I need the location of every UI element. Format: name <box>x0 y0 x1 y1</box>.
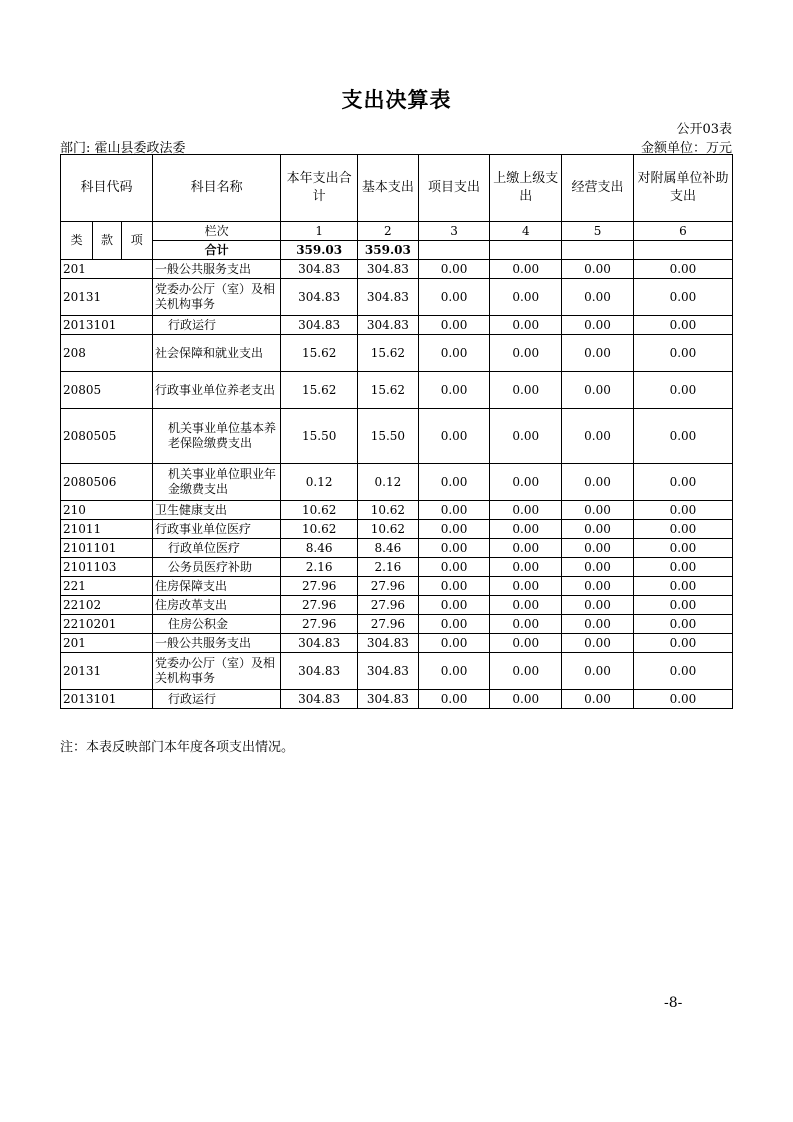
row-name: 行政运行 <box>152 316 280 335</box>
row-operating: 0.00 <box>562 501 634 520</box>
header-xiang: 项 <box>121 222 152 260</box>
row-project: 0.00 <box>418 316 490 335</box>
col-number-2: 2 <box>358 222 419 241</box>
row-basic: 304.83 <box>358 690 419 709</box>
row-remit: 0.00 <box>490 372 562 409</box>
row-total: 27.96 <box>281 596 358 615</box>
col-number-1: 1 <box>281 222 358 241</box>
row-code: 201 <box>61 260 153 279</box>
header-kuan: 款 <box>93 222 121 260</box>
row-project: 0.00 <box>418 260 490 279</box>
row-subsidy: 0.00 <box>633 372 732 409</box>
row-remit: 0.00 <box>490 558 562 577</box>
row-project: 0.00 <box>418 520 490 539</box>
page-number: -8- <box>664 995 683 1011</box>
row-basic: 8.46 <box>358 539 419 558</box>
table-header-row <box>61 155 733 222</box>
row-project: 0.00 <box>418 539 490 558</box>
row-subsidy: 0.00 <box>633 558 732 577</box>
table-row <box>61 409 733 464</box>
row-basic: 304.83 <box>358 260 419 279</box>
table-row <box>61 279 733 316</box>
header-lanci: 栏次 <box>152 222 280 241</box>
row-operating: 0.00 <box>562 372 634 409</box>
row-operating: 0.00 <box>562 690 634 709</box>
row-basic: 10.62 <box>358 520 419 539</box>
row-total: 304.83 <box>281 279 358 316</box>
row-project: 0.00 <box>418 279 490 316</box>
row-operating: 0.00 <box>562 409 634 464</box>
row-basic: 304.83 <box>358 653 419 690</box>
row-total: 304.83 <box>281 653 358 690</box>
row-project: 0.00 <box>418 335 490 372</box>
row-remit: 0.00 <box>490 596 562 615</box>
row-total: 2.16 <box>281 558 358 577</box>
row-total: 10.62 <box>281 501 358 520</box>
row-code: 2013101 <box>61 316 153 335</box>
table-row <box>61 577 733 596</box>
table-row <box>61 615 733 634</box>
row-code: 208 <box>61 335 153 372</box>
row-operating: 0.00 <box>562 539 634 558</box>
table-number: 公开03表 <box>676 122 732 137</box>
row-total: 15.62 <box>281 372 358 409</box>
row-project: 0.00 <box>418 577 490 596</box>
row-subsidy: 0.00 <box>633 464 732 501</box>
row-total: 8.46 <box>281 539 358 558</box>
row-code: 201 <box>61 634 153 653</box>
row-subsidy: 0.00 <box>633 634 732 653</box>
row-subsidy: 0.00 <box>633 653 732 690</box>
col-number-3: 3 <box>418 222 490 241</box>
row-basic: 0.12 <box>358 464 419 501</box>
row-total: 27.96 <box>281 577 358 596</box>
row-remit: 0.00 <box>490 634 562 653</box>
row-code: 2101101 <box>61 539 153 558</box>
row-project: 0.00 <box>418 615 490 634</box>
expenditure-table <box>60 154 733 709</box>
col-number-6: 6 <box>633 222 732 241</box>
table-row <box>61 464 733 501</box>
row-name: 住房保障支出 <box>152 577 280 596</box>
row-subsidy: 0.00 <box>633 596 732 615</box>
table-note: 注：本表反映部门本年度各项支出情况。 <box>60 740 295 755</box>
table-row <box>61 520 733 539</box>
row-name: 行政事业单位养老支出 <box>152 372 280 409</box>
row-project: 0.00 <box>418 596 490 615</box>
row-operating: 0.00 <box>562 615 634 634</box>
header-col3: 项目支出 <box>418 155 490 222</box>
row-code: 2210201 <box>61 615 153 634</box>
row-basic: 15.62 <box>358 335 419 372</box>
row-remit: 0.00 <box>490 615 562 634</box>
row-name: 党委办公厅（室）及相关机构事务 <box>152 279 280 316</box>
row-operating: 0.00 <box>562 653 634 690</box>
row-subsidy: 0.00 <box>633 615 732 634</box>
table-row <box>61 690 733 709</box>
row-operating: 0.00 <box>562 335 634 372</box>
total-label: 合计 <box>152 241 280 260</box>
row-name: 行政事业单位医疗 <box>152 520 280 539</box>
row-code: 221 <box>61 577 153 596</box>
row-basic: 304.83 <box>358 316 419 335</box>
row-total: 304.83 <box>281 634 358 653</box>
header-col6: 对附属单位补助支出 <box>633 155 732 222</box>
row-code: 22102 <box>61 596 153 615</box>
row-project: 0.00 <box>418 690 490 709</box>
row-operating: 0.00 <box>562 634 634 653</box>
row-remit: 0.00 <box>490 653 562 690</box>
header-name: 科目名称 <box>152 155 280 222</box>
total-c1: 359.03 <box>281 241 358 260</box>
row-operating: 0.00 <box>562 520 634 539</box>
row-subsidy: 0.00 <box>633 520 732 539</box>
row-remit: 0.00 <box>490 335 562 372</box>
row-name: 住房公积金 <box>152 615 280 634</box>
row-remit: 0.00 <box>490 279 562 316</box>
row-name: 住房改革支出 <box>152 596 280 615</box>
row-operating: 0.00 <box>562 464 634 501</box>
row-name: 卫生健康支出 <box>152 501 280 520</box>
row-total: 10.62 <box>281 520 358 539</box>
row-project: 0.00 <box>418 501 490 520</box>
row-total: 304.83 <box>281 690 358 709</box>
row-total: 15.50 <box>281 409 358 464</box>
row-basic: 27.96 <box>358 615 419 634</box>
row-code: 2080505 <box>61 409 153 464</box>
row-total: 304.83 <box>281 260 358 279</box>
row-project: 0.00 <box>418 464 490 501</box>
row-name: 公务员医疗补助 <box>152 558 280 577</box>
table-row <box>61 260 733 279</box>
row-name: 机关事业单位基本养老保险缴费支出 <box>152 409 280 464</box>
row-remit: 0.00 <box>490 520 562 539</box>
row-remit: 0.00 <box>490 539 562 558</box>
table-row <box>61 316 733 335</box>
row-remit: 0.00 <box>490 409 562 464</box>
row-remit: 0.00 <box>490 260 562 279</box>
header-code-group: 科目代码 <box>61 155 153 222</box>
amount-unit-label: 金额单位：万元 <box>640 141 732 156</box>
col-number-4: 4 <box>490 222 562 241</box>
header-lei: 类 <box>61 222 93 260</box>
table-row <box>61 558 733 577</box>
table-row <box>61 634 733 653</box>
total-row <box>61 241 733 260</box>
row-total: 27.96 <box>281 615 358 634</box>
row-code: 21011 <box>61 520 153 539</box>
row-name: 行政单位医疗 <box>152 539 280 558</box>
row-subsidy: 0.00 <box>633 260 732 279</box>
row-operating: 0.00 <box>562 577 634 596</box>
row-code: 2101103 <box>61 558 153 577</box>
row-code: 20131 <box>61 279 153 316</box>
page-title: 支出决算表 <box>341 88 452 112</box>
row-remit: 0.00 <box>490 577 562 596</box>
header-col1: 本年支出合计 <box>281 155 358 222</box>
header-col4: 上缴上级支出 <box>490 155 562 222</box>
row-operating: 0.00 <box>562 316 634 335</box>
row-subsidy: 0.00 <box>633 501 732 520</box>
row-subsidy: 0.00 <box>633 690 732 709</box>
row-total: 15.62 <box>281 335 358 372</box>
row-code: 2080506 <box>61 464 153 501</box>
total-c2: 359.03 <box>358 241 419 260</box>
row-project: 0.00 <box>418 409 490 464</box>
row-remit: 0.00 <box>490 464 562 501</box>
row-project: 0.00 <box>418 653 490 690</box>
row-project: 0.00 <box>418 372 490 409</box>
row-project: 0.00 <box>418 634 490 653</box>
row-operating: 0.00 <box>562 260 634 279</box>
row-subsidy: 0.00 <box>633 335 732 372</box>
row-basic: 15.50 <box>358 409 419 464</box>
row-name: 行政运行 <box>152 690 280 709</box>
row-name: 一般公共服务支出 <box>152 634 280 653</box>
row-basic: 2.16 <box>358 558 419 577</box>
row-code: 20131 <box>61 653 153 690</box>
row-remit: 0.00 <box>490 690 562 709</box>
table-row <box>61 335 733 372</box>
table-row <box>61 539 733 558</box>
row-remit: 0.00 <box>490 501 562 520</box>
row-code: 210 <box>61 501 153 520</box>
row-name: 党委办公厅（室）及相关机构事务 <box>152 653 280 690</box>
table-row <box>61 372 733 409</box>
header-col2: 基本支出 <box>358 155 419 222</box>
row-operating: 0.00 <box>562 279 634 316</box>
row-basic: 27.96 <box>358 577 419 596</box>
row-subsidy: 0.00 <box>633 409 732 464</box>
row-operating: 0.00 <box>562 558 634 577</box>
row-code: 2013101 <box>61 690 153 709</box>
row-name: 一般公共服务支出 <box>152 260 280 279</box>
row-project: 0.00 <box>418 558 490 577</box>
row-subsidy: 0.00 <box>633 279 732 316</box>
row-basic: 304.83 <box>358 634 419 653</box>
row-basic: 15.62 <box>358 372 419 409</box>
col-number-5: 5 <box>562 222 634 241</box>
row-code: 20805 <box>61 372 153 409</box>
row-total: 0.12 <box>281 464 358 501</box>
row-operating: 0.00 <box>562 596 634 615</box>
row-subsidy: 0.00 <box>633 539 732 558</box>
row-basic: 10.62 <box>358 501 419 520</box>
row-subsidy: 0.00 <box>633 316 732 335</box>
department-label: 部门: 霍山县委政法委 <box>60 141 186 156</box>
table-row <box>61 653 733 690</box>
row-basic: 304.83 <box>358 279 419 316</box>
row-subsidy: 0.00 <box>633 577 732 596</box>
row-remit: 0.00 <box>490 316 562 335</box>
table-row <box>61 596 733 615</box>
row-total: 304.83 <box>281 316 358 335</box>
row-name: 社会保障和就业支出 <box>152 335 280 372</box>
column-number-row <box>61 222 733 241</box>
row-name: 机关事业单位职业年金缴费支出 <box>152 464 280 501</box>
row-basic: 27.96 <box>358 596 419 615</box>
header-col5: 经营支出 <box>562 155 634 222</box>
table-row <box>61 501 733 520</box>
